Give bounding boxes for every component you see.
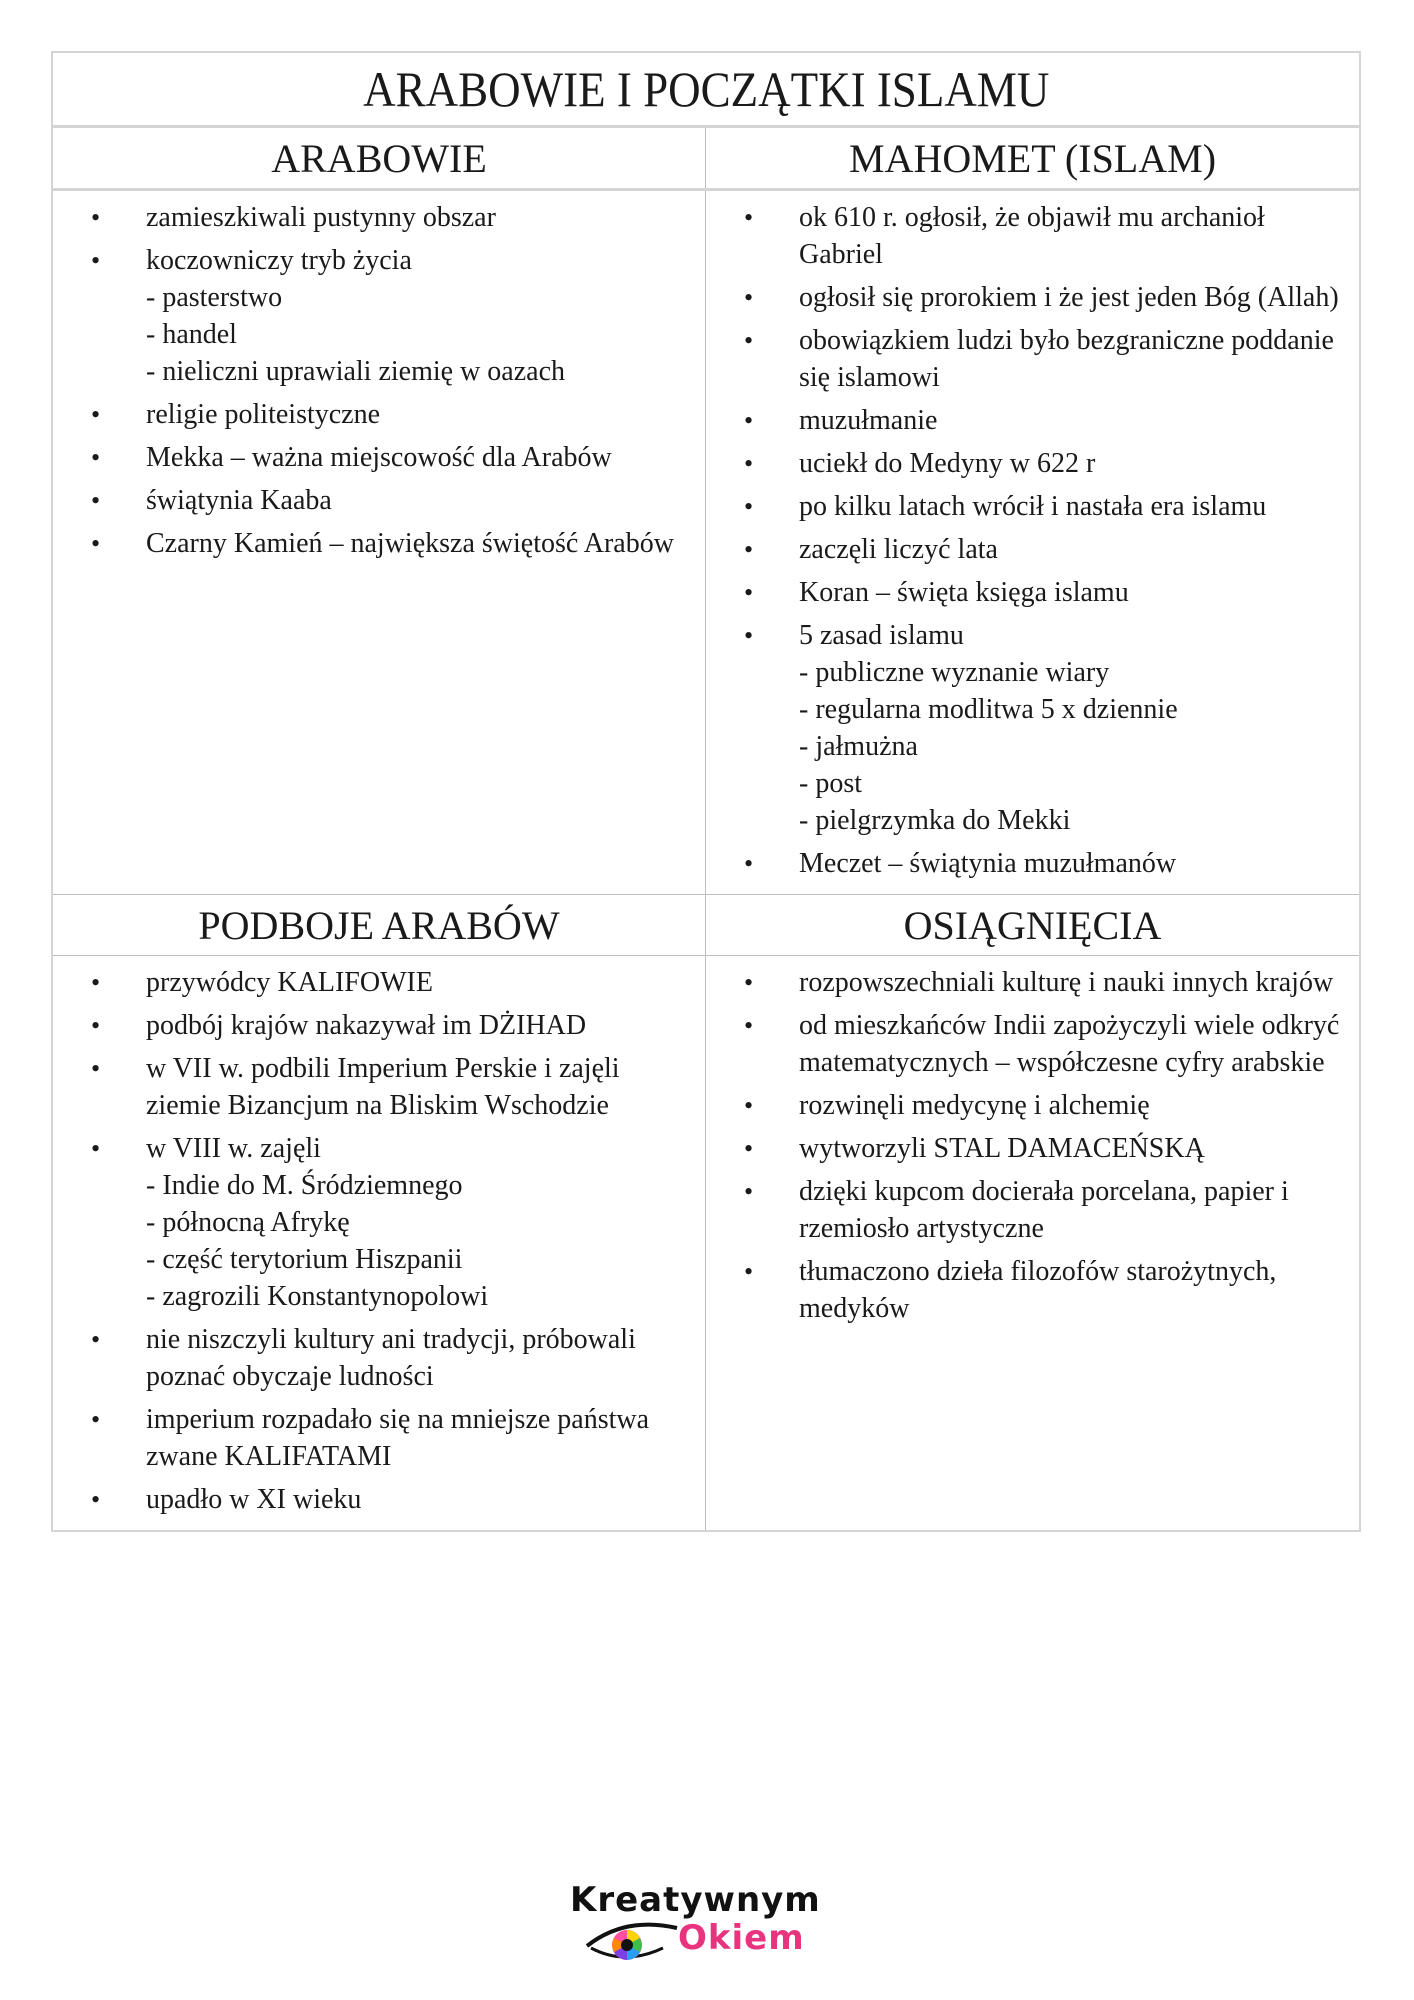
section-heading-podboje: PODBOJE ARABÓW xyxy=(53,895,706,955)
list-item-text: po kilku latach wrócił i nastała era islamu xyxy=(799,491,1267,522)
bullet-icon: • xyxy=(91,443,101,472)
list-item xyxy=(706,445,1359,482)
body-row-top xyxy=(53,191,1359,895)
bullet-icon: • xyxy=(91,1011,101,1040)
bullet-icon: • xyxy=(744,535,754,564)
list-item-text: tłumaczono dzieła filozofów starożytnych, medyków xyxy=(799,1256,1277,1324)
list-item-text: upadło w XI wieku xyxy=(146,1484,362,1515)
bullet-icon: • xyxy=(744,968,754,997)
list-item-text: rozwinęli medycynę i alchemię xyxy=(799,1090,1150,1121)
bullet-icon: • xyxy=(91,529,101,558)
list-item xyxy=(706,1173,1359,1247)
list-item-text: Koran – święta księga islamu xyxy=(799,577,1129,608)
list-item xyxy=(53,1007,705,1044)
list-item xyxy=(706,1130,1359,1167)
list-item-text: w VIII w. zajęli xyxy=(146,1133,321,1164)
bullet-icon: • xyxy=(744,449,754,478)
bullet-icon: • xyxy=(744,578,754,607)
bullet-icon: • xyxy=(91,246,101,275)
list-item-text: 5 zasad islamu xyxy=(799,620,964,651)
bullet-list xyxy=(53,956,705,1530)
list-item-text: nie niszczyli kultury ani tradycji, próbowali poznać obyczaje ludności xyxy=(146,1324,636,1392)
list-item-text: podbój krajów nakazywał im DŻIHAD xyxy=(146,1010,587,1041)
list-item-text: koczowniczy tryb życia xyxy=(146,245,412,276)
bullet-icon: • xyxy=(91,1485,101,1514)
bullet-icon: • xyxy=(744,1091,754,1120)
bullet-icon: • xyxy=(744,326,754,355)
list-item xyxy=(706,322,1359,396)
list-item-text: wytworzyli STAL DAMACEŃSKĄ xyxy=(799,1133,1205,1164)
list-item xyxy=(53,1401,705,1475)
list-item xyxy=(53,242,705,390)
bullet-icon: • xyxy=(744,621,754,650)
list-item xyxy=(53,1321,705,1395)
bullet-icon: • xyxy=(744,492,754,521)
bullet-icon: • xyxy=(91,1405,101,1434)
bullet-icon: • xyxy=(744,1257,754,1286)
list-item-text: przywódcy KALIFOWIE xyxy=(146,967,433,998)
sub-item: - nieliczni uprawiali ziemię w oazach xyxy=(146,356,566,387)
list-item xyxy=(706,574,1359,611)
bullet-icon: • xyxy=(91,1325,101,1354)
list-item-text: muzułmanie xyxy=(799,405,938,436)
section-arabowie xyxy=(53,191,706,894)
section-podboje xyxy=(53,956,706,1530)
list-item-text: religie politeistyczne xyxy=(146,399,381,430)
section-osiagniecia xyxy=(706,956,1359,1530)
list-item xyxy=(706,531,1359,568)
sub-item: - publiczne wyznanie wiary xyxy=(799,657,1110,688)
bullet-icon: • xyxy=(91,968,101,997)
bullet-icon: • xyxy=(744,1011,754,1040)
bullet-icon: • xyxy=(91,1134,101,1163)
list-item xyxy=(53,1130,705,1315)
sub-item: - Indie do M. Śródziemnego xyxy=(146,1170,463,1201)
list-item xyxy=(706,964,1359,1001)
list-item xyxy=(706,488,1359,525)
section-heading-arabowie: ARABOWIE xyxy=(53,128,706,188)
sub-item: - pasterstwo xyxy=(146,282,283,313)
list-item xyxy=(53,396,705,433)
list-item xyxy=(53,199,705,236)
list-item-text: dzięki kupcom docierała porcelana, papier i rzemiosło artystyczne xyxy=(799,1176,1289,1244)
list-item xyxy=(53,482,705,519)
title-row xyxy=(53,53,1359,128)
list-item-text: zamieszkiwali pustynny obszar xyxy=(146,202,496,233)
list-item xyxy=(706,1007,1359,1081)
list-item xyxy=(53,439,705,476)
section-mahomet xyxy=(706,191,1359,894)
list-item xyxy=(706,1253,1359,1327)
list-item xyxy=(706,617,1359,839)
list-item-text: obowiązkiem ludzi było bezgraniczne poddanie się islamowi xyxy=(799,325,1334,393)
sub-item: - północną Afrykę xyxy=(146,1207,350,1238)
list-item-text: uciekł do Medyny w 622 r xyxy=(799,448,1096,479)
list-item xyxy=(53,1050,705,1124)
list-item-text: w VII w. podbili Imperium Perskie i zajęli ziemie Bizancjum na Bliskim Wschodzie xyxy=(146,1053,620,1121)
list-item xyxy=(53,525,705,562)
bullet-icon: • xyxy=(91,486,101,515)
brand-logo xyxy=(570,1880,850,1970)
bullet-list xyxy=(53,191,705,574)
list-item-text: imperium rozpadało się na mniejsze państwa zwane KALIFATAMI xyxy=(146,1404,650,1472)
list-item-text: rozpowszechniali kulturę i nauki innych krajów xyxy=(799,967,1334,998)
list-item-text: Meczet – świątynia muzułmanów xyxy=(799,848,1177,879)
list-item-text: świątynia Kaaba xyxy=(146,485,332,516)
notes-table xyxy=(51,51,1361,1532)
bullet-icon: • xyxy=(91,1054,101,1083)
body-row-bottom xyxy=(53,956,1359,1530)
list-item-text: ogłosił się prorokiem i że jest jeden Bóg (Allah) xyxy=(799,282,1339,313)
list-item xyxy=(706,199,1359,273)
list-item xyxy=(706,1087,1359,1124)
section-heading-mahomet: MAHOMET (ISLAM) xyxy=(848,135,1217,181)
sub-item: - post xyxy=(799,768,862,799)
bullet-icon: • xyxy=(744,406,754,435)
list-item xyxy=(53,1481,705,1518)
list-item-text: Czarny Kamień – największa świętość Arabów xyxy=(146,528,674,559)
eye-icon xyxy=(585,1918,680,1963)
bullet-icon: • xyxy=(91,400,101,429)
logo-word-1: Kreatywnym xyxy=(570,1880,821,1920)
page-title: ARABOWIE I POCZĄTKI ISLAMU xyxy=(362,61,1050,117)
header-row-bottom xyxy=(53,895,1359,956)
bullet-icon: • xyxy=(744,283,754,312)
sub-item: - jałmużna xyxy=(799,731,918,762)
bullet-icon: • xyxy=(91,203,101,232)
section-heading-osiagniecia: OSIĄGNIĘCIA xyxy=(903,902,1162,948)
list-item-text: ok 610 r. ogłosił, że objawił mu archanioł Gabriel xyxy=(799,202,1265,270)
sub-item: - regularna modlitwa 5 x dziennie xyxy=(799,694,1178,725)
list-item-text: Mekka – ważna miejscowość dla Arabów xyxy=(146,442,612,473)
list-item xyxy=(706,845,1359,882)
list-item xyxy=(706,402,1359,439)
header-row-top xyxy=(53,128,1359,191)
logo-word-2: Okiem xyxy=(678,1918,805,1958)
list-item-text: zaczęli liczyć lata xyxy=(799,534,998,565)
list-item xyxy=(53,964,705,1001)
sub-item: - handel xyxy=(146,319,237,350)
bullet-icon: • xyxy=(744,1177,754,1206)
bullet-icon: • xyxy=(744,849,754,878)
list-item xyxy=(706,279,1359,316)
list-item-text: od mieszkańców Indii zapożyczyli wiele odkryć matematycznych – współczesne cyfry arabskie xyxy=(799,1010,1340,1078)
sub-item: - część terytorium Hiszpanii xyxy=(146,1244,463,1275)
bullet-icon: • xyxy=(744,1134,754,1163)
bullet-list xyxy=(706,191,1359,894)
sub-item: - zagrozili Konstantynopolowi xyxy=(146,1281,489,1312)
sub-item: - pielgrzymka do Mekki xyxy=(799,805,1071,836)
bullet-list xyxy=(706,956,1359,1339)
bullet-icon: • xyxy=(744,203,754,232)
